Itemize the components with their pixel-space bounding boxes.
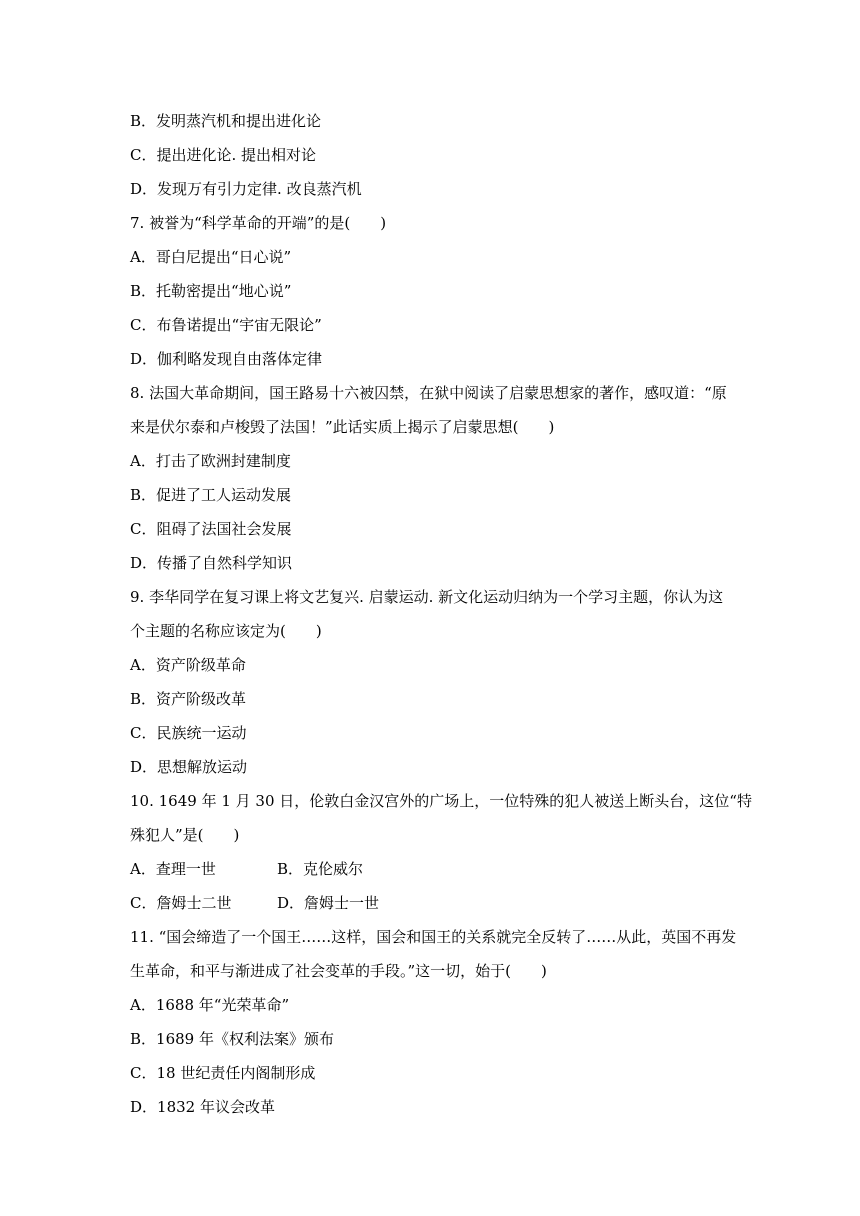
q10-options-row1 — [130, 859, 363, 879]
q10-option-d: D．詹姆士一世 — [277, 894, 380, 912]
q8-option-a: A．打击了欧洲封建制度 — [130, 452, 291, 470]
q6-option-b: B．发明蒸汽机和提出进化论 — [130, 112, 322, 130]
q10-options-row2 — [130, 893, 379, 913]
q7-option-c: C．布鲁诺提出“宇宙无限论” — [130, 316, 322, 334]
q9-option-d: D．思想解放运动 — [130, 758, 248, 776]
q9-option-b: B．资产阶级改革 — [130, 690, 247, 708]
q10-option-a: A．查理一世 — [130, 860, 216, 878]
q6-option-c: C．提出进化论. 提出相对论 — [130, 146, 317, 164]
question-9-stem-line2: 个主题的名称应该定为( ) — [130, 622, 322, 640]
q11-option-c: C．18 世纪责任内阁制形成 — [130, 1064, 316, 1082]
question-7-stem: 7. 被誉为“科学革命的开端”的是( ) — [130, 214, 387, 232]
q9-option-c: C．民族统一运动 — [130, 724, 247, 742]
q7-option-b: B．托勒密提出“地心说” — [130, 282, 292, 300]
q11-option-a: A．1688 年“光荣革命” — [130, 996, 290, 1014]
q7-option-d: D．伽利略发现自由落体定律 — [130, 350, 323, 368]
q8-option-c: C．阻碍了法国社会发展 — [130, 520, 292, 538]
q8-option-d: D．传播了自然科学知识 — [130, 554, 293, 572]
q7-option-a: A．哥白尼提出“日心说” — [130, 248, 292, 266]
question-9-stem-line1: 9. 李华同学在复习课上将文艺复兴. 启蒙运动. 新文化运动归纳为一个学习主题，你认为这 — [130, 588, 724, 606]
question-11-stem-line1: 11. “国会缔造了一个国王……这样，国会和国王的关系就完全反转了……从此，英国不再发 — [130, 928, 737, 946]
q11-option-d: D．1832 年议会改革 — [130, 1098, 275, 1116]
q11-option-b: B．1689 年《权利法案》颁布 — [130, 1030, 334, 1048]
question-10-stem-line2: 殊犯人”是( ) — [130, 826, 240, 844]
question-8-stem-line2: 来是伏尔泰和卢梭毁了法国！”此话实质上揭示了启蒙思想( ) — [130, 418, 555, 436]
q10-option-b: B．克伦威尔 — [277, 860, 364, 878]
question-11-stem-line2: 生革命，和平与渐进成了社会变革的手段。”这一切，始于( ) — [130, 962, 547, 980]
q9-option-a: A．资产阶级革命 — [130, 656, 246, 674]
q8-option-b: B．促进了工人运动发展 — [130, 486, 292, 504]
question-10-stem-line1: 10. 1649 年 1 月 30 日，伦敦白金汉宫外的广场上，一位特殊的犯人被送上断头台，这位“特 — [130, 792, 752, 810]
q10-option-c: C．詹姆士二世 — [130, 894, 232, 912]
q6-option-d: D．发现万有引力定律. 改良蒸汽机 — [130, 180, 362, 198]
question-8-stem-line1: 8. 法国大革命期间，国王路易十六被囚禁，在狱中阅读了启蒙思想家的著作，感叹道：“原 — [130, 384, 727, 402]
